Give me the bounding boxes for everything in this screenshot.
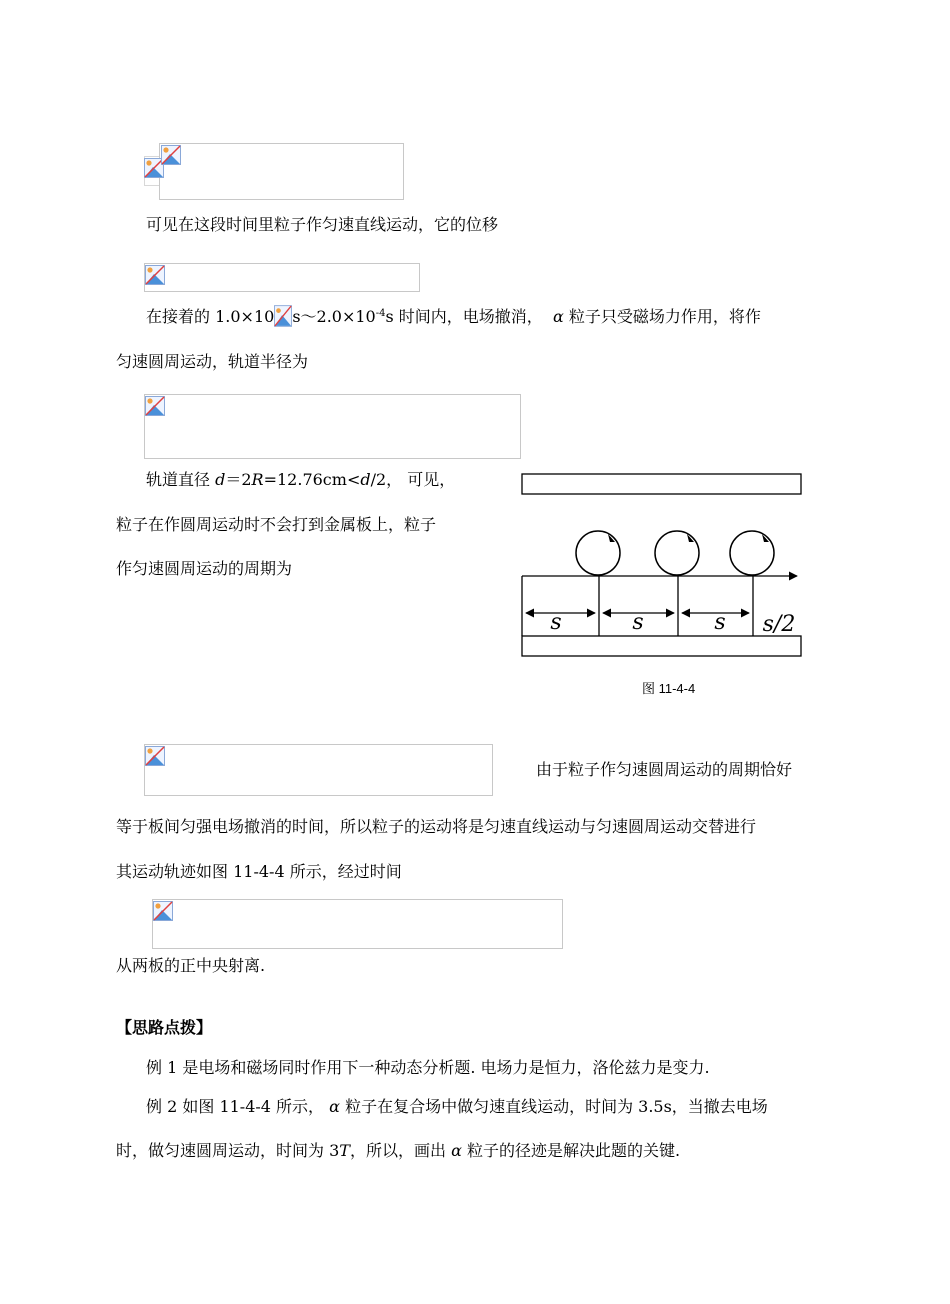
- var-d: d: [215, 470, 226, 489]
- var-R: R: [251, 470, 264, 489]
- tip-line-3: [116, 1140, 680, 1162]
- top-plate: [522, 474, 801, 494]
- broken-image-icon: [145, 746, 165, 766]
- broken-image-icon: [153, 901, 173, 921]
- broken-image-icon: [274, 305, 292, 327]
- text-seg: 粒子只受磁场力作用，将作: [568, 307, 761, 326]
- tip-line-1: 例 1 是电场和磁场同时作用下一种动态分析题. 电场力是恒力，洛伦兹力是变力.: [146, 1058, 710, 1077]
- paragraph-time: 其运动轨迹如图 11-4-4 所示，经过时间: [116, 862, 402, 881]
- formula-image-5: [152, 899, 563, 949]
- var-d: d: [360, 470, 371, 489]
- text-seg: ，所以，画出: [349, 1141, 446, 1160]
- paragraph-no-hit: 粒子在作圆周运动时不会打到金属板上，粒子: [116, 515, 437, 534]
- formula-image-1: [159, 143, 404, 200]
- text-seg: s 时间内，电场撤消，: [385, 307, 543, 326]
- text-seg: 粒子的径迹是解决此题的关键.: [466, 1141, 681, 1160]
- circular-orbit: [576, 531, 620, 575]
- broken-image-icon: [145, 265, 165, 285]
- segment-label: s: [714, 610, 726, 635]
- segment-label: s/2: [762, 612, 796, 637]
- text-seg: 例 2 如图 11-4-4 所示，: [146, 1097, 325, 1116]
- exponent: -4: [375, 308, 386, 319]
- tip-line-2: [146, 1096, 768, 1118]
- segment-label: s: [550, 610, 562, 635]
- formula-image-3: [144, 394, 521, 459]
- paragraph-alternating: 等于板间匀强电场撤消的时间，所以粒子的运动将是匀速直线运动与匀速圆周运动交替进行: [116, 817, 757, 836]
- paragraph-exit: 从两板的正中央射离.: [116, 956, 266, 975]
- paragraph-displacement: 可见在这段时间里粒子作匀速直线运动，它的位移: [146, 215, 499, 234]
- text-seg: ＝2: [225, 470, 252, 489]
- alpha-symbol: α: [329, 1097, 340, 1116]
- circular-orbit: [655, 531, 699, 575]
- broken-image-icon: [145, 396, 165, 416]
- text-seg: 在接着的 1.0×10: [146, 307, 275, 326]
- paragraph-period: 作匀速圆周运动的周期为: [116, 559, 293, 578]
- text-seg: /2， 可见，: [370, 470, 456, 489]
- paragraph-diameter: [146, 469, 455, 491]
- paragraph-period-equal: 由于粒子作匀速圆周运动的周期恰好: [536, 760, 793, 779]
- text-seg: s～2.0×10: [292, 307, 376, 326]
- var-T: T: [339, 1141, 350, 1160]
- figure-caption: 图 11-4-4: [642, 681, 696, 696]
- paragraph-circular-motion: 匀速圆周运动，轨道半径为: [116, 352, 309, 371]
- section-heading: 【思路点拨】: [116, 1018, 213, 1037]
- trajectory-figure: [515, 466, 810, 662]
- text-seg: 时，做匀速圆周运动，时间为 3: [116, 1141, 340, 1160]
- bottom-plate: [522, 636, 801, 656]
- broken-image-icon: [161, 145, 181, 165]
- formula-image-2: [144, 263, 420, 292]
- segment-label: s: [632, 610, 644, 635]
- alpha-symbol: α: [451, 1141, 462, 1160]
- text-seg: 粒子在复合场中做匀速直线运动，时间为 3.5s，当撤去电场: [345, 1097, 768, 1116]
- alpha-symbol: α: [552, 307, 564, 326]
- circular-orbit: [730, 531, 774, 575]
- paragraph-field-removed: [146, 305, 761, 328]
- text-seg: =12.76cm<: [263, 470, 361, 489]
- formula-image-4: [144, 744, 493, 796]
- text-seg: 轨道直径: [146, 470, 211, 489]
